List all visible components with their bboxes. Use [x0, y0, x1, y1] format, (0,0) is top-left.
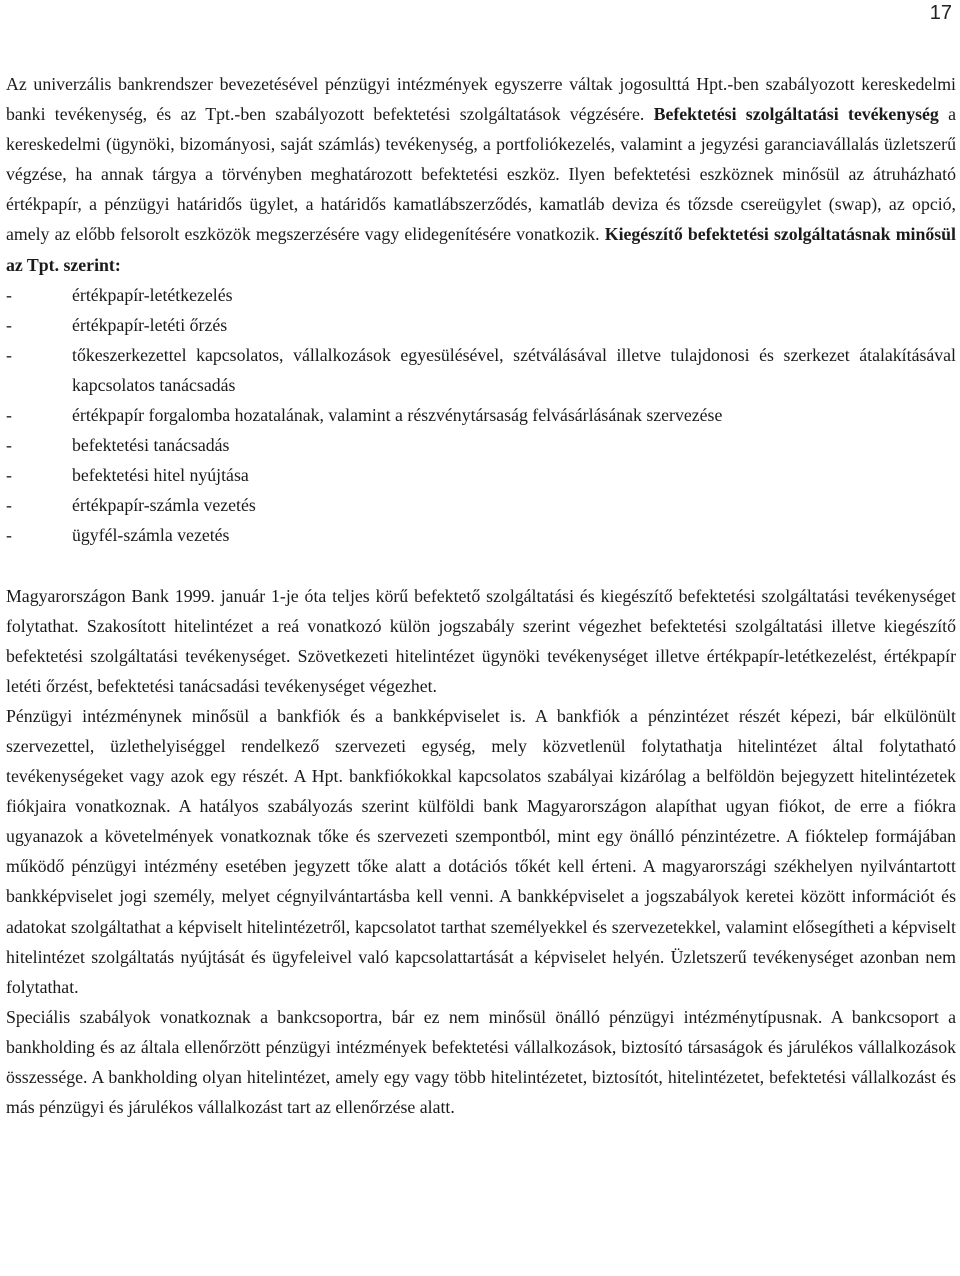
paragraph-spacer — [6, 551, 956, 581]
list-item: - értékpapír-számla vezetés — [6, 490, 956, 520]
paragraph-bank-branches: Pénzügyi intézménynek minősül a bankfiók és a bankképviselet is. A bankfiók a pénzintézet részét képezi, bár elkülönült szervezettel, üzlethelyiséggel rendelkező szervezeti egység, mely közvetlenül folytathatja hitelintézet által folytatható tevékenységeket vagy azok egy részét. A Hpt. bankfiókokkal kapcsolatos szabályai kizárólag a belföldön bejegyzett hitelintézetek fiókjaira vonatkoznak. A hatályos szabályozás szerint külföldi bank Magyarországon alapíthat ugyan fiókot, de erre a fiókra ugyanazok a követelmények vonatkoznak tőke és szervezeti szempontból, mint egy önálló pénzintézetre. A fióktelep formájában működő pénzügyi intézmény esetében jegyzett tőke alatt a dotációs tőkét kell érteni. A magyarországi székhelyen nyilvántartott bankképviselet jogi személy, melyet cégnyilvántartásba kell venni. A bankképviselet a jogszabályok keretei között információt és adatokat szolgáltathat a képviselt hitelintézetről, kapcsolatot tarthat személyekkel és szervezetekkel, valamint elősegítheti a képviselt hitelintézet szolgáltatás nyújtását és ügyfeleivel való kapcsolattartását a képviselet helyén. Üzletszerű tevékenységet azonban nem folytathat. — [6, 705, 956, 997]
paragraph-text: a kereskedelmi (ügynöki, bizományosi, saját számlás) tevékenység, a portfoliókezelés, valamint a jegyzési garanciavállalás üzletszerű végzése, ha annak tárgya a törvényben meghatározott befektetési eszköz. Ilyen befektetési eszköznek minősül az átruházható értékpapír, a pénzügyi határidős ügylet, a határidős kamatlábszerződés, kamatláb deviza és tőzsde csereügylet (swap), az opció, amely az előbb felsorolt eszközök megszerzésére vagy elidegenítésére vonatkozik. — [6, 104, 956, 245]
bold-term-supplementary-services: Kiegészítő befektetési szolgáltatásnak minősül az Tpt. szerint: — [6, 224, 956, 275]
list-item: - befektetési hitel nyújtása — [6, 460, 956, 490]
page-body — [6, 69, 956, 1122]
paragraph-universal-banking — [6, 69, 956, 280]
list-item: - értékpapír-letétkezelés — [6, 280, 956, 310]
list-item: - tőkeszerkezettel kapcsolatos, vállalkozások egyesülésével, szétválásával illetve tulajdonosi és szerkezet átalakításával kapcsolatos tanácsadás — [6, 340, 956, 400]
list-item: - ügyfél-számla vezetés — [6, 520, 956, 550]
paragraph-hungary-banks: Magyarországon Bank 1999. január 1-je óta teljes körű befektető szolgáltatási és kiegészítő befektetési szolgáltatási tevékenységet folytathat. Szakosított hitelintézet a reá vonatkozó külön jogszabály szerint végezhet befektetési szolgáltatási illetve kiegészítő befektetési szolgáltatási tevékenységet. Szövetkezeti hitelintézet ügynöki tevékenységet illetve értékpapír-letétkezelést, értékpapír letéti őrzést, befektetési tanácsadási tevékenységet végezhet. — [6, 585, 956, 696]
list-item: - befektetési tanácsadás — [6, 430, 956, 460]
list-item: - értékpapír forgalomba hozatalának, valamint a részvénytársaság felvásárlásának szervezése — [6, 400, 956, 430]
paragraph-bank-groups: Speciális szabályok vonatkoznak a bankcsoportra, bár ez nem minősül önálló pénzügyi intézménytípusnak. A bankcsoport a bankholding és az általa ellenőrzött pénzügyi intézmények befektetési vállalkozások, biztosító társaságok és járulékos vállalkozások összessége. A bankholding olyan hitelintézet, amely egy vagy több hitelintézetet, biztosítót, hitelintézetet, befektetési vállalkozást és más pénzügyi és járulékos vállalkozást tart az ellenőrzése alatt. — [6, 1006, 956, 1118]
paragraph-text: Az univerzális bankrendszer bevezetésével pénzügyi intézmények egyszerre váltak jogosulttá Hpt.-ben szabályozott kereskedelmi banki tevékenység, és az Tpt.-ben szabályozott befektetési szolgáltatások végzésére. — [6, 74, 956, 125]
supplementary-services-list — [6, 280, 956, 551]
list-item: - értékpapír-letéti őrzés — [6, 310, 956, 340]
bold-term-investment-services: Befektetési szolgáltatási tevékenység — [653, 104, 939, 125]
page-number: 17 — [929, 2, 952, 24]
